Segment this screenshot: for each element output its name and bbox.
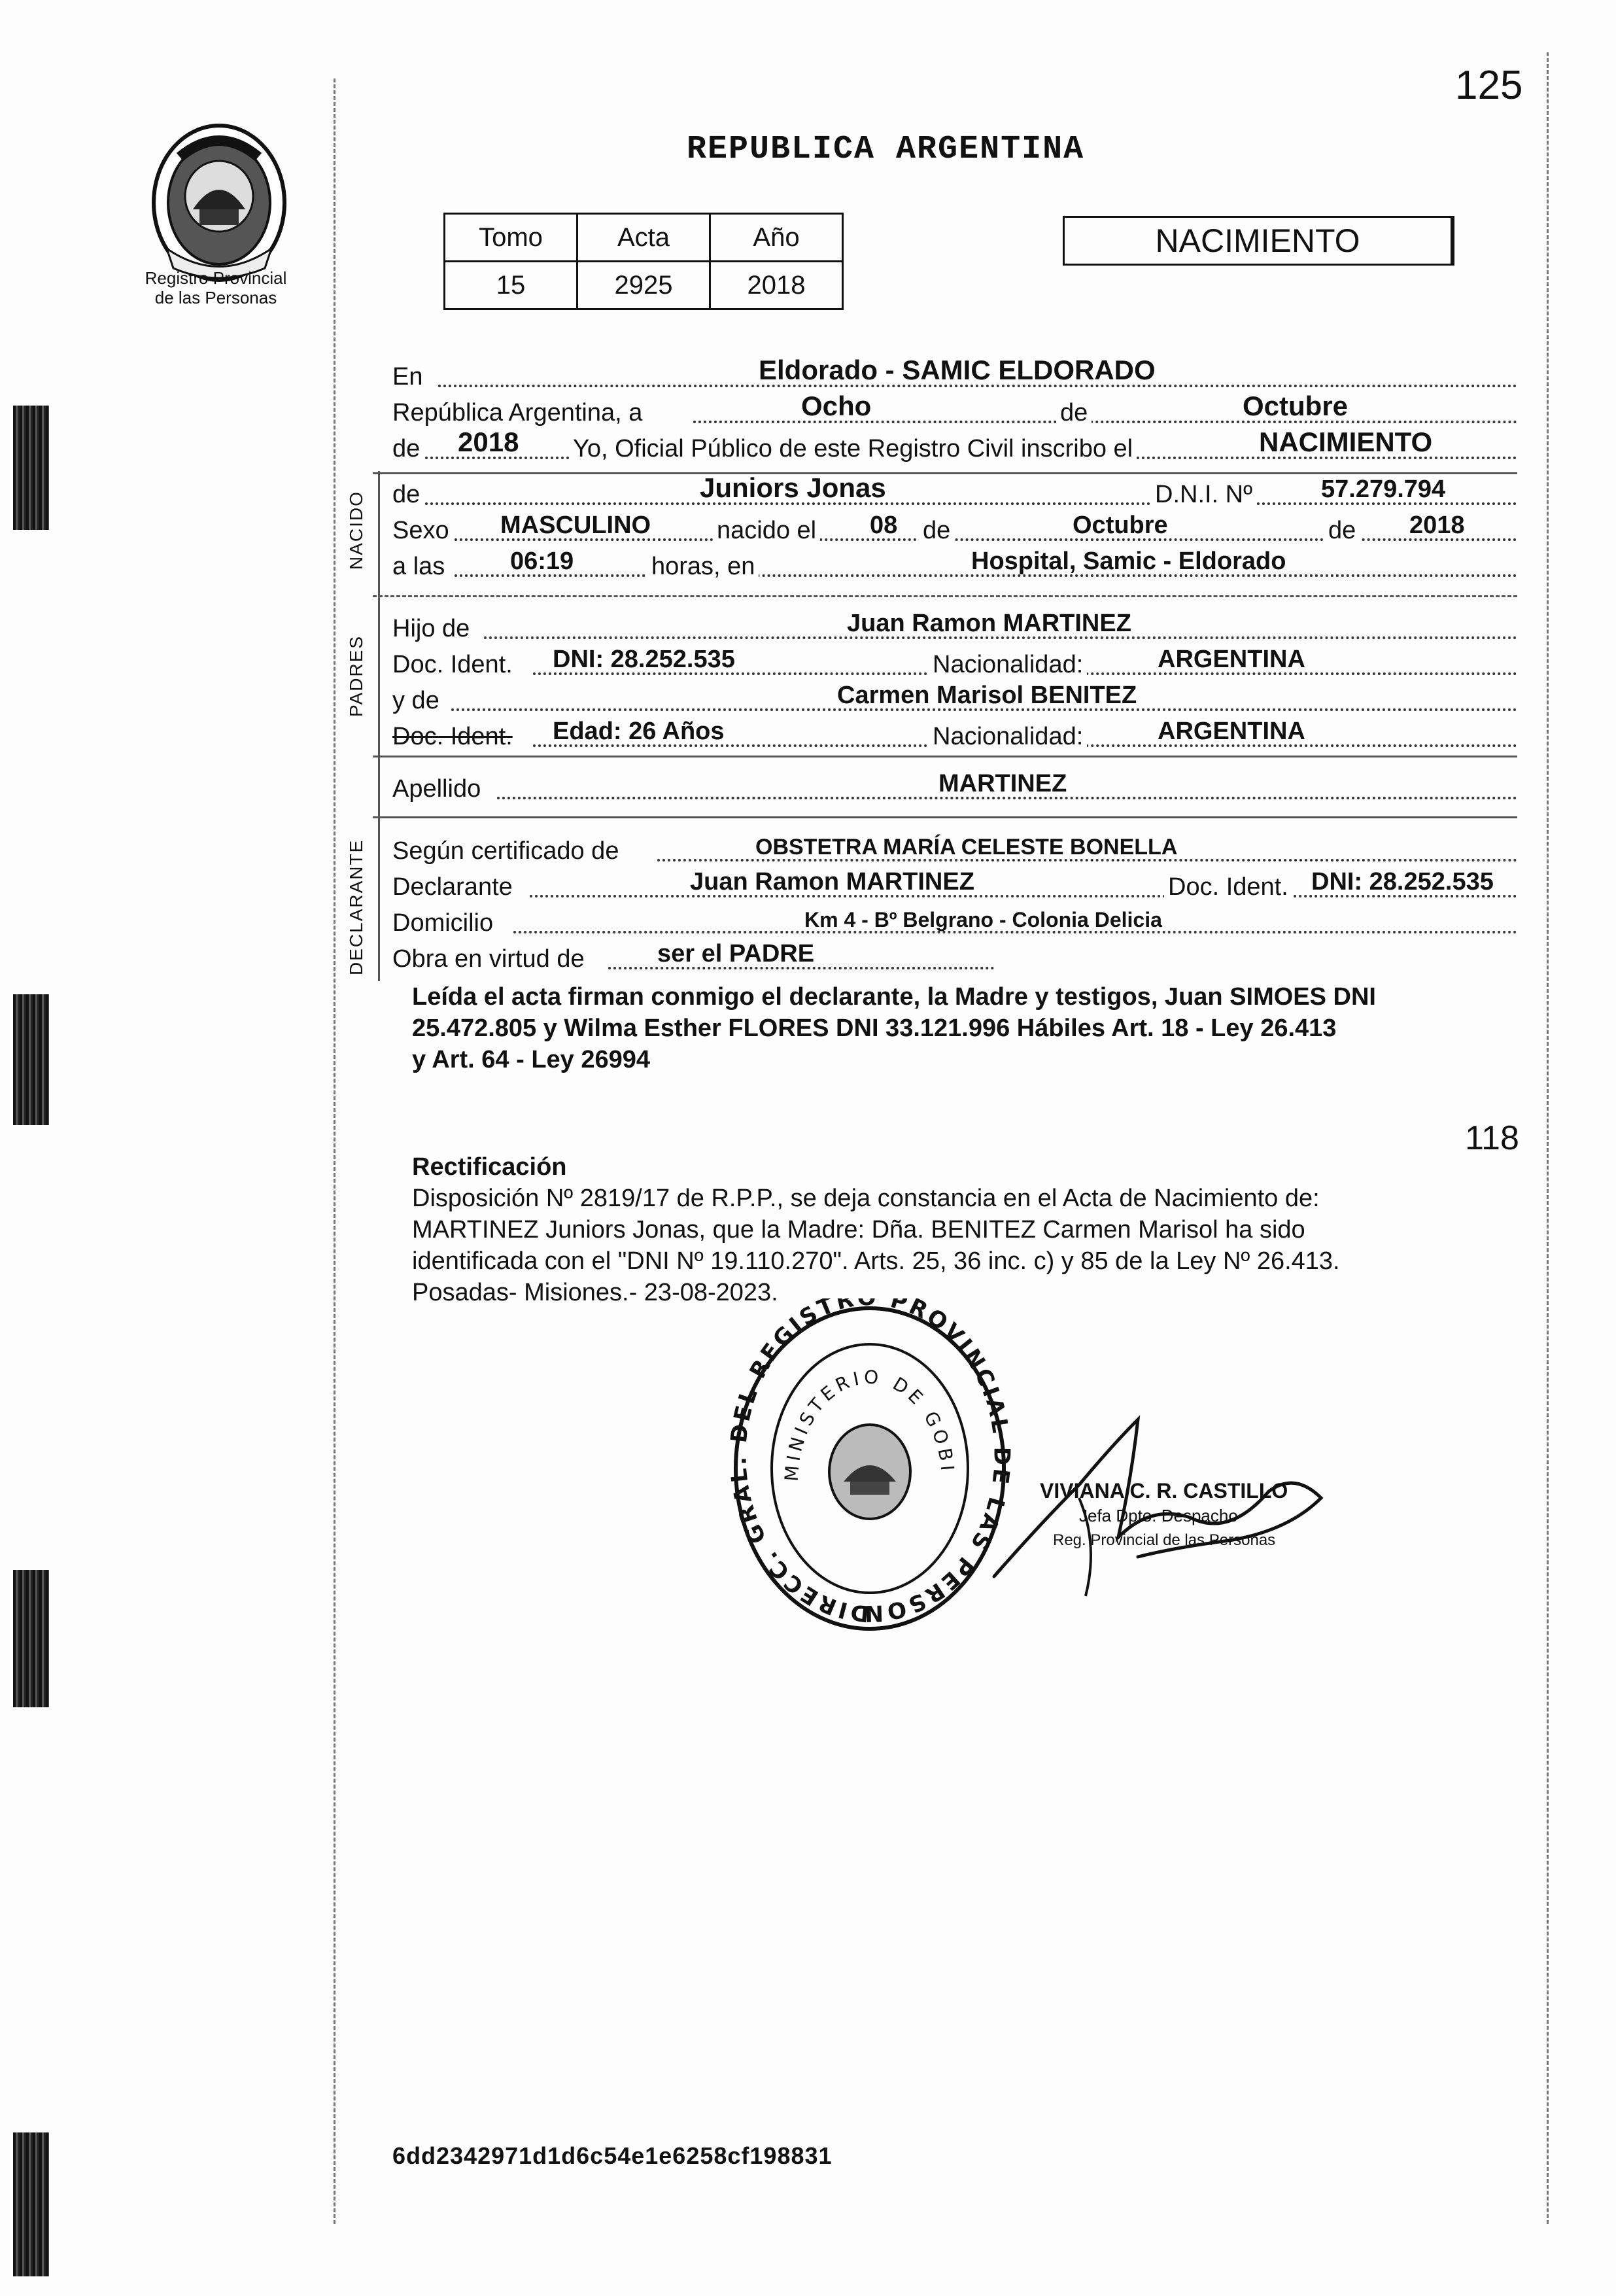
logo-caption-line2: de las Personas bbox=[154, 288, 277, 307]
section-label-nacido: NACIDO bbox=[346, 491, 366, 570]
value-sexo: MASCULINO bbox=[500, 512, 651, 539]
label-en: En bbox=[392, 363, 423, 391]
field-row-obra bbox=[392, 922, 1517, 981]
value-anio: 2018 bbox=[458, 426, 519, 457]
official-stamp-seal-icon bbox=[726, 1298, 1014, 1639]
registry-logo bbox=[134, 111, 304, 288]
svg-text:DIRECC. GRAL. DEL REGISTRO PRO: DIRECC. GRAL. DEL REGISTR PROVINCIAL DE LAS PERSON bbox=[726, 1298, 1014, 1627]
registry-header-tomo: Tomo bbox=[445, 214, 577, 262]
label-de-nac-anio: de bbox=[1324, 517, 1360, 545]
value-domicilio: Km 4 - Bº Belgrano - Colonia Delicia bbox=[804, 908, 1162, 931]
registry-table-header-row bbox=[445, 214, 843, 262]
section-bracket bbox=[378, 471, 380, 981]
value-nombre: Juniors Jonas bbox=[700, 472, 886, 503]
label-doc-ident-struck: Doc. Ident. bbox=[392, 723, 513, 750]
label-dni: D.N.I. Nº bbox=[1151, 481, 1256, 509]
registry-header-acta: Acta bbox=[577, 214, 710, 262]
label-declarante: Declarante bbox=[392, 873, 513, 901]
scan-artifact bbox=[13, 406, 49, 530]
registry-header-anio: Año bbox=[710, 214, 843, 262]
label-de-nac-mes: de bbox=[919, 517, 954, 545]
value-padre-doc: DNI: 28.252.535 bbox=[553, 646, 735, 673]
field-row-hora bbox=[392, 530, 1517, 589]
label-yo-oficial: Yo, Oficial Público de este Registro Civil inscribo el bbox=[569, 435, 1137, 463]
label-sexo: Sexo bbox=[392, 517, 449, 544]
label-de-mes: de bbox=[1056, 399, 1092, 427]
province-seal-icon bbox=[134, 111, 304, 288]
record-type-label: NACIMIENTO bbox=[1155, 222, 1360, 259]
label-de-nombre: de bbox=[392, 481, 421, 508]
signature-office: Reg. Provincial de las Personas bbox=[1053, 1531, 1276, 1549]
label-segun-cert: Según certificado de bbox=[392, 837, 619, 865]
rectification-number: 118 bbox=[1465, 1119, 1519, 1157]
value-mes: Octubre bbox=[1243, 391, 1349, 421]
scan-artifact bbox=[13, 1570, 49, 1707]
section-label-declarante: DECLARANTE bbox=[346, 839, 366, 975]
document-hash: 6dd2342971d1d6c54e1e6258cf198831 bbox=[392, 2142, 833, 2169]
left-guide-line bbox=[334, 78, 335, 2224]
rectification-title: Rectificación bbox=[412, 1153, 567, 1181]
rectification-block bbox=[412, 1151, 1340, 1308]
value-madre-nac: ARGENTINA bbox=[1158, 718, 1305, 745]
field-row-apellido bbox=[392, 752, 1517, 811]
value-obra: ser el PADRE bbox=[657, 940, 815, 967]
value-dni: 57.279.794 bbox=[1321, 476, 1446, 503]
value-padre: Juan Ramon MARTINEZ bbox=[847, 610, 1131, 637]
label-apellido: Apellido bbox=[392, 775, 481, 803]
value-nac-anio: 2018 bbox=[1409, 512, 1465, 539]
label-doc-ident-declarante: Doc. Ident. bbox=[1164, 873, 1292, 901]
registry-value-anio: 2018 bbox=[710, 262, 843, 309]
label-hijo-de: Hijo de bbox=[392, 615, 470, 642]
scan-artifact bbox=[13, 994, 49, 1125]
logo-caption bbox=[105, 268, 327, 307]
value-madre: Carmen Marisol BENITEZ bbox=[837, 682, 1137, 709]
rectification-line1: Disposición Nº 2819/17 de R.P.P., se deja constancia en el Acta de Nacimiento de: bbox=[412, 1185, 1320, 1212]
label-republica: República Argentina, a bbox=[392, 399, 643, 426]
signature-name: VIVIANA C. R. CASTILLO bbox=[1040, 1479, 1288, 1503]
document-title: REPUBLICA ARGENTINA bbox=[687, 131, 1085, 168]
value-lugar-nac: Hospital, Samic - Eldorado bbox=[971, 548, 1286, 575]
record-type-box bbox=[1063, 216, 1454, 266]
value-lugar: Eldorado - SAMIC ELDORADO bbox=[759, 355, 1156, 385]
value-declarante-doc: DNI: 28.252.535 bbox=[1311, 868, 1494, 896]
registry-value-acta: 2925 bbox=[577, 262, 710, 309]
signature-role: Jefa Dpto. Despacho bbox=[1079, 1506, 1238, 1525]
value-tipo: NACIMIENTO bbox=[1259, 426, 1433, 457]
signature-block bbox=[1040, 1478, 1288, 1553]
scan-artifact bbox=[13, 2132, 49, 2276]
closing-line1: Leída el acta firman conmigo el declarante, la Madre y testigos, Juan SIMOES DNI bbox=[412, 983, 1376, 1011]
label-nacionalidad-padre: Nacionalidad: bbox=[929, 651, 1087, 679]
label-nacionalidad-madre: Nacionalidad: bbox=[929, 723, 1087, 751]
section-label-padres: PADRES bbox=[346, 635, 366, 717]
value-madre-edad: Edad: 26 Años bbox=[553, 718, 725, 745]
rectification-line2: MARTINEZ Juniors Jonas, que la Madre: Dña. BENITEZ Carmen Marisol ha sido bbox=[412, 1216, 1305, 1244]
value-nac-dia: 08 bbox=[870, 512, 898, 539]
label-a-las: a las bbox=[392, 553, 445, 580]
field-row-madre-doc bbox=[392, 700, 1517, 759]
label-doc-ident-padre: Doc. Ident. bbox=[392, 651, 513, 678]
registry-value-tomo: 15 bbox=[445, 262, 577, 309]
label-horas-en: horas, en bbox=[647, 553, 759, 581]
value-hora: 06:19 bbox=[510, 548, 574, 575]
closing-statement bbox=[412, 981, 1376, 1075]
page-number: 125 bbox=[1455, 63, 1523, 108]
registry-table-value-row bbox=[445, 262, 843, 309]
value-apellido: MARTINEZ bbox=[938, 770, 1067, 797]
value-dia: Ocho bbox=[801, 391, 872, 421]
official-stamp bbox=[726, 1298, 1014, 1639]
label-obra-virtud: Obra en virtud de bbox=[392, 945, 585, 973]
value-nac-mes: Octubre bbox=[1073, 512, 1168, 539]
right-guide-line bbox=[1547, 52, 1549, 2224]
value-padre-nac: ARGENTINA bbox=[1158, 646, 1305, 673]
label-y-de: y de bbox=[392, 687, 439, 714]
value-certificado: OBSTETRA MARÍA CELESTE BONELLA bbox=[755, 835, 1178, 860]
value-declarante: Juan Ramon MARTINEZ bbox=[690, 868, 974, 896]
label-nacido-el: nacido el bbox=[713, 517, 820, 545]
closing-line3: y Art. 64 - Ley 26994 bbox=[412, 1046, 651, 1073]
registry-table bbox=[443, 213, 844, 310]
label-de-anio: de bbox=[392, 435, 421, 462]
closing-line2: 25.472.805 y Wilma Esther FLORES DNI 33.121.996 Hábiles Art. 18 - Ley 26.413 bbox=[412, 1015, 1337, 1042]
svg-text:MINISTERIO DE GOBIERNO: MINISTERIO DE GOBI bbox=[780, 1366, 959, 1482]
logo-caption-line1: Registro Provincial bbox=[145, 268, 287, 288]
label-domicilio: Domicilio bbox=[392, 909, 494, 937]
rectification-line3: identificada con el "DNI Nº 19.110.270". Arts. 25, 36 inc. c) y 85 de la Ley Nº 26.413. bbox=[412, 1247, 1340, 1275]
rectification-line4: Posadas- Misiones.- 23-08-2023. bbox=[412, 1279, 778, 1306]
